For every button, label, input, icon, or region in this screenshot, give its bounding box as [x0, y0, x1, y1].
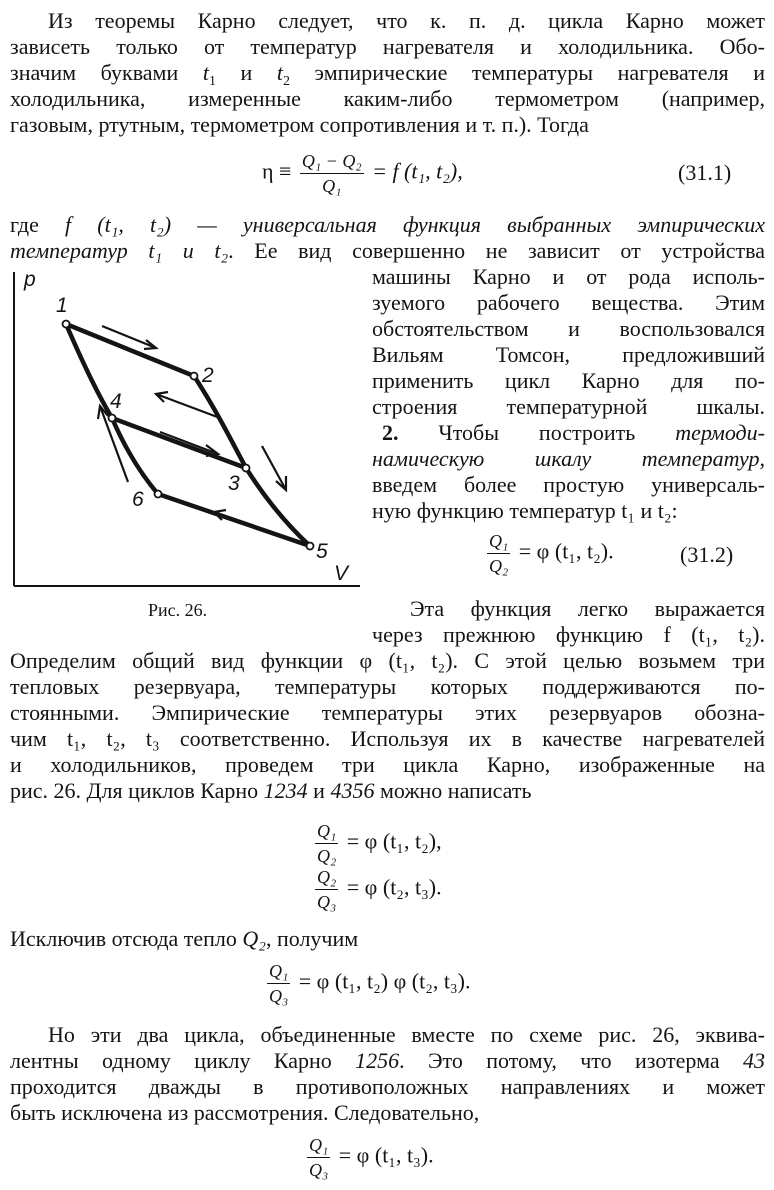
- text-line: [10, 212, 765, 238]
- text-line: зуемого рабочего вещества. Этим: [372, 290, 765, 315]
- fraction: [307, 1134, 330, 1181]
- text-line: намическую шкалу температур,: [372, 446, 765, 471]
- text-line: обстоятельством и воспользовался: [372, 316, 765, 341]
- point-label: 3: [228, 472, 240, 495]
- text-line: Из теоремы Карно следует, что к. п. д. цикла Карно может: [48, 8, 765, 33]
- fraction-numerator: Q₁ − Q₂: [300, 150, 364, 174]
- eq-rhs: = φ (t₁, t₂).: [518, 538, 614, 564]
- equation-number: (31.1): [678, 160, 732, 185]
- text-line: [10, 778, 765, 804]
- eq-rhs: = φ (t₁, t₂),: [346, 828, 442, 854]
- fraction-denominator: Q₁: [322, 176, 342, 196]
- text-line: ную функцию температур t₁ и t₂:: [372, 498, 678, 523]
- fraction-denominator: Q₃: [309, 1160, 329, 1180]
- text-span: Исключив отсюда тепло: [10, 926, 243, 951]
- text-span-italic: температур t₁ и t₂: [10, 238, 229, 263]
- text-line: Вильям Томсон, предложивший: [372, 342, 765, 367]
- var-q: Q₂: [242, 926, 266, 951]
- text-line: зависеть только от температур нагревателя и холодильника. Обо-: [10, 34, 765, 59]
- text-line: через прежнюю функцию f (t₁, t₂).: [372, 622, 765, 647]
- cycle-number: 1234: [263, 778, 308, 803]
- p-axis-label: p: [24, 268, 36, 291]
- text-span-italic: термоди-: [675, 420, 765, 445]
- text-span: f (t₁, t₂) —: [65, 212, 243, 237]
- text-line: Определим общий вид функции φ (t₁, t₂). С этой целью возьмем три: [10, 648, 765, 673]
- text-line: чим t₁, t₂, t₃ соответственно. Используя их в качестве нагревателей: [10, 726, 765, 751]
- text-span: Чтобы построить: [398, 420, 676, 445]
- equation: [312, 866, 442, 913]
- equation-number: (31.2): [680, 542, 734, 567]
- cycle-points: [63, 321, 314, 550]
- text-line: [382, 420, 765, 446]
- text-line: холодильника, измеренные каким-либо термометром (например,: [10, 86, 765, 111]
- point-label: 4: [110, 390, 122, 413]
- equation: [264, 960, 471, 1007]
- fraction: [267, 960, 290, 1007]
- eq-rhs: = φ (t₂, t₃).: [346, 874, 442, 900]
- text-line: газовым, ртутным, термометром сопротивления и т. п.). Тогда: [10, 112, 589, 137]
- text-line: и холодильников, проведем три цикла Карно, изображенные на: [10, 752, 765, 777]
- var-t: t: [202, 60, 209, 85]
- isotherm-number: 43: [743, 1048, 765, 1073]
- fraction-numerator: Q₁: [307, 1134, 330, 1158]
- carnot-cycle-figure: [10, 268, 365, 593]
- pv-diagram: [10, 268, 365, 593]
- fraction-numerator: Q₁: [267, 960, 290, 984]
- equation: [312, 820, 442, 867]
- fraction-numerator: Q₁: [487, 530, 510, 554]
- subscript: 1: [208, 74, 216, 89]
- text-span: , получим: [265, 926, 359, 951]
- point-label: 1: [56, 294, 68, 317]
- equation-31-2: [484, 530, 614, 577]
- text-line: введем более простую универсаль-: [372, 472, 765, 497]
- text-line: Эта функция легко выражается: [410, 596, 765, 621]
- text-span: рис. 26. Для циклов Карно: [10, 778, 264, 803]
- text-span: лентны одному циклу Карно: [10, 1048, 356, 1073]
- text-line: проходится дважды в противоположных направлениях и может: [10, 1074, 765, 1099]
- text-line: стоянными. Эмпирические температуры этих резервуаров обозна-: [10, 700, 765, 725]
- text-line: [10, 238, 765, 264]
- equation-31-1: [262, 150, 463, 197]
- var-t: t: [276, 60, 283, 85]
- text-span-italic: универсальная функция выбранных эмпирических: [242, 212, 765, 237]
- figure-caption: Рис. 26.: [148, 600, 208, 620]
- fraction: [487, 530, 510, 577]
- text-span: . Ее вид совершенно не зависит от устройства: [228, 238, 765, 263]
- fraction-numerator: Q₂: [315, 866, 338, 890]
- text-span: и: [215, 60, 277, 85]
- text-line: применить цикл Карно для по-: [372, 368, 765, 393]
- eq-rhs: = f (t₁, t₂),: [372, 158, 463, 184]
- text-line: быть исключена из рассмотрения. Следовательно,: [10, 1100, 480, 1125]
- point-label: 2: [202, 364, 214, 387]
- text-line: Но эти два цикла, объединенные вместе по схеме рис. 26, эквива-: [48, 1022, 765, 1047]
- text-line: строения температурной шкалы.: [372, 394, 765, 419]
- fraction: [300, 150, 364, 197]
- equation: [304, 1134, 434, 1181]
- v-axis-label: V: [334, 562, 349, 585]
- eq-rhs: = φ (t₁, t₂) φ (t₂, t₃).: [298, 968, 471, 994]
- text-span: . Это потому, что изотерма: [399, 1048, 743, 1073]
- subscript: 2: [282, 74, 290, 89]
- fraction-denominator: Q₂: [489, 556, 509, 576]
- point-label: 6: [132, 488, 144, 511]
- text-span: где: [10, 212, 66, 237]
- text-span: значим буквами: [10, 60, 203, 85]
- text-span: можно написать: [374, 778, 532, 803]
- text-line: [10, 1048, 765, 1074]
- fraction-denominator: Q₂: [317, 846, 337, 866]
- cycle-number: 1256: [355, 1048, 400, 1073]
- fraction-denominator: Q₃: [317, 892, 337, 912]
- text-line: тепловых резервуара, температуры которых поддерживаются по-: [10, 674, 765, 699]
- text-line: машины Карно и от рода исполь-: [372, 264, 765, 289]
- text-line: [10, 926, 765, 952]
- fraction-numerator: Q₁: [315, 820, 338, 844]
- text-span: эмпирические температуры нагревателя и: [289, 60, 765, 85]
- fraction-denominator: Q₃: [269, 986, 289, 1006]
- point-label: 5: [316, 540, 328, 563]
- eq-lhs: η ≡: [262, 158, 292, 184]
- cycle-number: 4356: [330, 778, 375, 803]
- section-number: 2.: [382, 420, 399, 445]
- text-span: и: [307, 778, 331, 803]
- eq-rhs: = φ (t₁, t₃).: [338, 1142, 434, 1168]
- fraction: [315, 866, 338, 913]
- fraction: [315, 820, 338, 867]
